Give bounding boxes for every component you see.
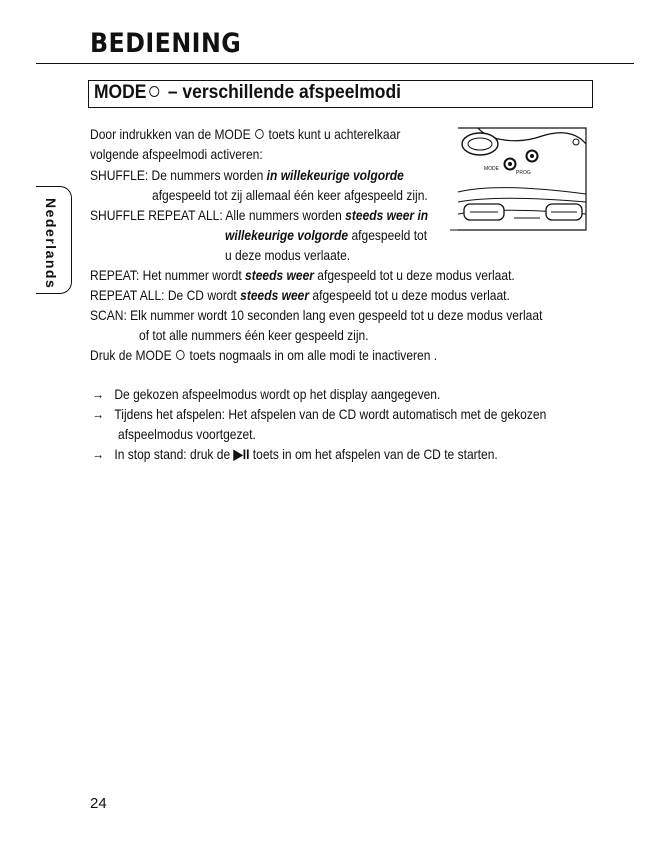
bullet-3-text: In stop stand: druk de — [114, 446, 234, 462]
shuffle-continuation: afgespeeld tot zij allemaal één keer afgespeeld zijn. — [152, 187, 428, 203]
device-prog-label: PROG — [516, 170, 531, 176]
shuffle-repeat-emphasis-2: willekeurige volgorde — [225, 227, 349, 243]
scan-line-2: of tot alle nummers één keer gespeeld zijn. — [139, 327, 369, 343]
shuffle-repeat-post: afgespeeld tot — [348, 227, 428, 243]
heading-rule — [36, 63, 634, 64]
bullet-2 — [92, 405, 546, 423]
intro-line-1-post: toets kunt u achterelkaar — [268, 126, 401, 142]
shuffle-text: SHUFFLE: De nummers worden — [90, 167, 267, 183]
device-mode-label: MODE — [484, 166, 499, 172]
intro-line-1-pre: Door indrukken van de MODE — [90, 126, 251, 142]
bullet-2-text: Tijdens het afspelen: Het afspelen van de CD wordt automatisch met de gekozen — [114, 406, 547, 422]
shuffle-repeat-line-2 — [225, 226, 427, 244]
repeat-post: afgespeeld tot u deze modus verlaat. — [313, 267, 515, 283]
mode-circle-icon — [176, 350, 185, 360]
intro-line-1 — [90, 125, 400, 143]
outro-line — [90, 346, 437, 364]
repeat-emphasis: steeds weer — [245, 267, 314, 283]
mode-circle-icon — [149, 86, 159, 97]
section-title-mode: MODE — [94, 82, 147, 103]
outro-pre: Druk de MODE — [90, 347, 172, 363]
bullet-1-text: De gekozen afspeelmodus wordt op het display aangegeven. — [114, 386, 441, 402]
repeat-line — [90, 266, 515, 284]
play-pause-key: ▶II — [233, 446, 250, 462]
intro-line-2: volgende afspeelmodi activeren: — [90, 146, 263, 162]
repeat-all-post: afgespeeld tot u deze modus verlaat. — [309, 287, 510, 303]
bullet-3-post: toets in om het afspelen van de CD te starten. — [249, 446, 498, 462]
repeat-all-emphasis: steeds weer — [240, 287, 310, 303]
shuffle-line — [90, 166, 404, 184]
section-title-text: – verschillende afspeelmodi — [163, 82, 402, 103]
arrow-icon: → — [92, 446, 105, 462]
language-side-tab-label: Nederlands — [43, 198, 59, 290]
mode-circle-icon — [255, 129, 264, 139]
repeat-all-line — [90, 286, 510, 304]
scan-line-1: SCAN: Elk nummer wordt 10 seconden lang even gespeeld tot u deze modus verlaat — [90, 307, 543, 323]
repeat-all-text: REPEAT ALL: De CD wordt — [90, 287, 241, 303]
bullet-1 — [92, 385, 440, 403]
shuffle-repeat-text: SHUFFLE REPEAT ALL: Alle nummers worden — [90, 207, 346, 223]
bullet-2-continuation: afspeelmodus voortgezet. — [118, 426, 256, 442]
section-title — [94, 82, 401, 104]
bullet-3 — [92, 445, 498, 463]
cd-player-illustration — [450, 122, 590, 234]
outro-post: toets nogmaals in om alle modi te inactiveren . — [189, 347, 438, 363]
page-heading: BEDIENING — [90, 28, 242, 59]
arrow-icon: → — [92, 386, 105, 402]
repeat-text: REPEAT: Het nummer wordt — [90, 267, 246, 283]
shuffle-emphasis: in willekeurige volgorde — [266, 167, 404, 183]
shuffle-repeat-line — [90, 206, 428, 224]
shuffle-repeat-continuation: u deze modus verlaate. — [225, 247, 351, 263]
arrow-icon: → — [92, 406, 105, 422]
shuffle-repeat-emphasis: steeds weer in — [345, 207, 429, 223]
page-number: 24 — [90, 795, 107, 812]
